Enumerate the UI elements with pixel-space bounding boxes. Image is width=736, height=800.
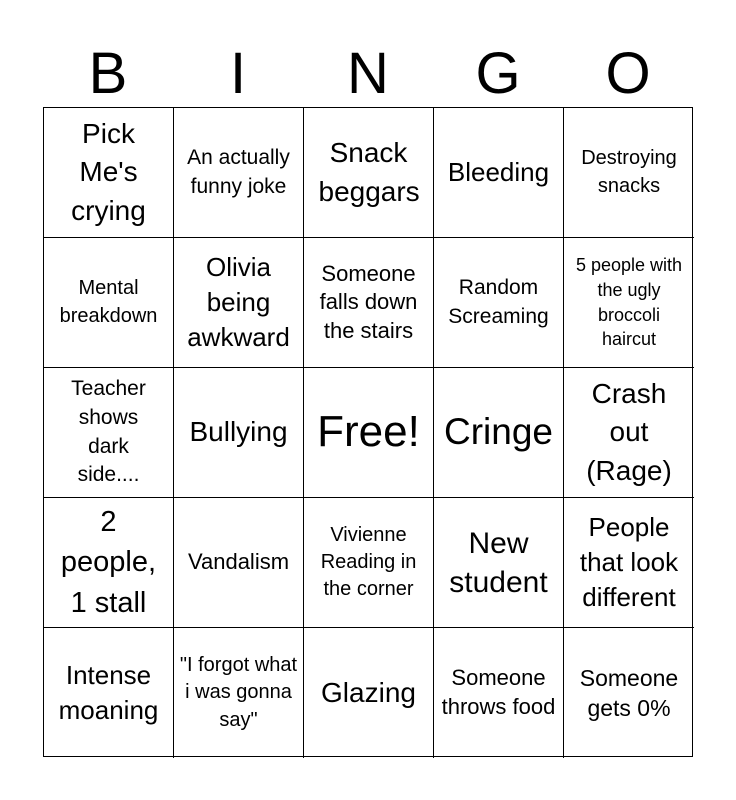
bingo-cell[interactable] [44,368,174,498]
cell-text: Glazing [321,676,416,708]
bingo-cell[interactable] [564,238,694,368]
bingo-cell[interactable] [434,238,564,368]
header-letter-o: O [605,41,651,106]
bingo-cell[interactable] [304,108,434,238]
bingo-cell[interactable] [434,108,564,238]
cell-text: "I forgot what i was gonna say" [179,654,298,731]
cell-text: 2 people, 1 stall [60,506,157,619]
cell-text: An actually funny joke [187,145,290,198]
bingo-cell[interactable] [304,238,434,368]
bingo-cell[interactable] [564,368,694,498]
cell-text: Snack beggars [318,136,420,207]
bingo-cell[interactable] [44,108,174,238]
bingo-cell[interactable] [564,628,694,758]
cell-text: Someone gets 0% [579,664,679,721]
header-letter-n: N [347,41,389,106]
bingo-cell[interactable] [174,108,304,238]
bingo-cell[interactable] [434,498,564,628]
bingo-cell[interactable] [174,238,304,368]
bingo-cell[interactable] [304,368,434,498]
cell-text: Bullying [189,416,288,448]
bingo-cell[interactable] [434,628,564,758]
cell-text: People that look different [579,511,679,613]
cell-text: Cringe [444,411,553,453]
header-letter-b: B [88,41,128,106]
cell-text: Vandalism [187,549,290,575]
bingo-cell[interactable] [564,498,694,628]
cell-text: Someone throws food [441,665,556,719]
cell-text: New student [449,526,548,599]
bingo-cell[interactable] [304,498,434,628]
cell-text: Teacher shows dark side.... [71,376,146,487]
bingo-cell[interactable] [44,498,174,628]
cell-text: Mental breakdown [59,277,158,327]
bingo-cell[interactable] [564,108,694,238]
header-letter-i: I [229,41,247,106]
cell-text: Intense moaning [58,659,159,725]
bingo-cell[interactable] [174,498,304,628]
bingo-header [43,40,693,108]
bingo-cell[interactable] [434,368,564,498]
cell-text: 5 people with the ugly broccoli haircut [575,254,683,350]
cell-text: Pick Me's crying [71,117,146,226]
bingo-cell[interactable] [174,628,304,758]
bingo-board [43,107,693,757]
bingo-cell[interactable] [304,628,434,758]
cell-text: Olivia being awkward [187,251,290,353]
bingo-cell[interactable] [44,628,174,758]
cell-text: Someone falls down the stairs [319,260,418,343]
header-letter-g: G [475,41,521,106]
cell-text: Vivienne Reading in the corner [320,523,417,601]
bingo-cell[interactable] [44,238,174,368]
cell-text: Free! [317,407,420,457]
cell-text: Random Screaming [448,275,549,328]
bingo-cell[interactable] [174,368,304,498]
cell-text: Destroying snacks [581,147,677,197]
cell-text: Bleeding [447,156,550,187]
cell-text: Crash out (Rage) [586,377,672,486]
